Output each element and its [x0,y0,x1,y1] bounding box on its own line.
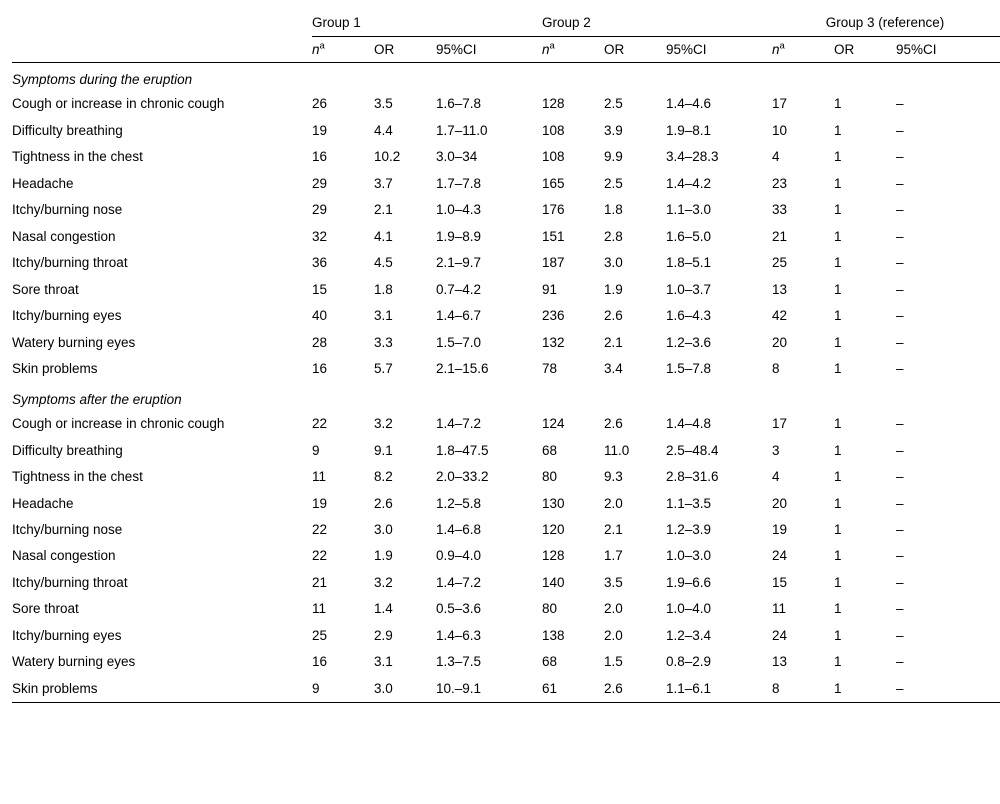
cell-group3-ci: – [896,361,904,377]
cell-group2-or: 2.1 [604,334,623,350]
row-label [12,303,312,329]
cell-group2-ci: 1.4–4.2 [666,175,712,191]
cell-group1-ci: 2.0–33.2 [436,469,489,485]
cell-group2-ci: 1.2–3.9 [666,521,712,537]
group-header-blank [12,8,312,37]
cell-group2-n: 68 [542,442,558,458]
subheader-g1-or: OR [374,37,436,63]
cell-group3-or: 1 [834,495,842,511]
cell-group2-or: 3.5 [604,574,623,590]
cell-group1-n: 22 [312,521,328,537]
row-label [12,250,312,276]
row-label [12,144,312,170]
cell-group3-or: 1 [834,96,842,112]
cell-group3-ci: – [896,442,904,458]
cell-group3-ci: – [896,175,904,191]
row-label-text: Watery burning eyes [12,654,136,670]
table-row [12,411,1000,437]
cell-group1-n: 16 [312,361,328,377]
table-row [12,570,1000,596]
cell-group1-or: 4.5 [374,255,393,271]
cell-group3-or: 1 [834,627,842,643]
cell-group2-ci: 1.0–4.0 [666,601,712,617]
row-label [12,676,312,703]
cell-group2-ci: 1.8–5.1 [666,255,712,271]
cell-group3-n: 4 [772,149,780,165]
cell-group3-n: 24 [772,548,788,564]
section-title: Symptoms during the eruption [12,72,193,87]
cell-group3-n: 3 [772,442,780,458]
subheader-g3-or: OR [834,37,896,63]
cell-group3-n: 13 [772,654,788,670]
cell-group2-n: 128 [542,96,565,112]
row-label-text: Itchy/burning throat [12,255,128,271]
cell-group2-ci: 1.6–5.0 [666,228,712,244]
cell-group3-n: 20 [772,334,788,350]
cell-group3-or: 1 [834,281,842,297]
cell-group2-or: 3.4 [604,361,623,377]
cell-group2-or: 2.5 [604,96,623,112]
cell-group1-ci: 1.4–7.2 [436,416,482,432]
cell-group1-ci: 2.1–9.7 [436,255,482,271]
cell-group1-or: 3.2 [374,416,393,432]
cell-group1-n: 29 [312,202,328,218]
cell-group1-n: 19 [312,495,328,511]
cell-group1-or: 3.5 [374,96,393,112]
table-row [12,543,1000,569]
table-body [12,63,1000,703]
table-row [12,197,1000,223]
cell-group2-or: 2.0 [604,601,623,617]
cell-group3-n: 11 [772,601,787,617]
table-row [12,623,1000,649]
cell-group3-n: 23 [772,175,788,191]
cell-group2-ci: 1.1–3.5 [666,495,712,511]
cell-group2-n: 140 [542,574,565,590]
row-label [12,649,312,675]
cell-group3-or: 1 [834,548,842,564]
cell-group3-or: 1 [834,122,842,138]
cell-group3-or: 1 [834,601,842,617]
row-label-text: Nasal congestion [12,228,116,244]
cell-group1-ci: 1.7–7.8 [436,175,482,191]
cell-group1-ci: 1.0–4.3 [436,202,482,218]
cell-group3-or: 1 [834,469,842,485]
cell-group1-ci: 1.4–6.7 [436,308,482,324]
cell-group2-n: 165 [542,175,565,191]
cell-group1-or: 3.7 [374,175,393,191]
table-row [12,517,1000,543]
cell-group2-or: 2.6 [604,416,623,432]
cell-group1-or: 1.9 [374,548,393,564]
table-row [12,596,1000,622]
cell-group2-ci: 1.4–4.6 [666,96,712,112]
cell-group3-or: 1 [834,149,842,165]
cell-group2-n: 138 [542,627,565,643]
row-label [12,356,312,382]
subheader-g3-n [772,37,834,63]
cell-group2-n: 91 [542,281,558,297]
cell-group3-ci: – [896,281,904,297]
cell-group3-or: 1 [834,416,842,432]
cell-group3-ci: – [896,654,904,670]
cell-group3-ci: – [896,122,904,138]
cell-group2-n: 80 [542,469,558,485]
cell-group2-or: 1.7 [604,548,623,564]
cell-group2-ci: 1.1–3.0 [666,202,712,218]
row-label [12,596,312,622]
cell-group1-ci: 1.7–11.0 [436,122,488,138]
cell-group3-n: 8 [772,676,834,703]
table-row [12,676,1000,703]
cell-group1-ci: 1.5–7.0 [436,334,482,350]
cell-group2-n: 130 [542,495,565,511]
cell-group1-ci: 0.9–4.0 [436,548,482,564]
cell-group1-ci: 1.3–7.5 [436,654,482,670]
cell-group1-ci: 1.8–47.5 [436,442,489,458]
cell-group1-or: 3.3 [374,334,393,350]
cell-group2-ci: 1.2–3.4 [666,627,712,643]
table-row [12,303,1000,329]
cell-group3-n: 4 [772,469,780,485]
cell-group3-ci: – [896,469,904,485]
cell-group2-n: 108 [542,122,565,138]
subheader-footnote-mark: a [779,40,785,52]
subheader-n-italic: n [772,42,780,57]
cell-group1-or: 9.1 [374,442,393,458]
row-label-text: Itchy/burning eyes [12,308,122,324]
cell-group3-n: 15 [772,574,788,590]
cell-group1-n: 25 [312,627,328,643]
cell-group3-n: 8 [772,361,780,377]
row-label-text: Nasal congestion [12,548,116,564]
row-label [12,411,312,437]
cell-group2-ci: 0.8–2.9 [666,654,712,670]
cell-group3-ci: – [896,676,1000,703]
subheader-g2-ci: 95%CI [666,37,772,63]
cell-group3-ci: – [896,574,904,590]
cell-group2-n: 78 [542,361,558,377]
table-row [12,330,1000,356]
subheader-row [12,37,1000,63]
row-label-text: Sore throat [12,601,79,617]
cell-group1-n: 9 [312,442,320,458]
cell-group2-ci: 1.9–8.1 [666,122,712,138]
cell-group2-or: 2.8 [604,228,623,244]
cell-group1-or: 10.2 [374,149,401,165]
cell-group1-or: 3.1 [374,308,393,324]
cell-group2-n: 80 [542,601,558,617]
row-label-text: Sore throat [12,281,79,297]
cell-group1-or: 1.8 [374,281,393,297]
cell-group2-or: 3.0 [604,255,623,271]
section-title: Symptoms after the eruption [12,391,182,407]
cell-group1-ci: 2.1–15.6 [436,361,489,377]
cell-group2-n: 108 [542,149,565,165]
cell-group1-or: 2.9 [374,627,393,643]
cell-group1-n: 28 [312,334,328,350]
cell-group2-or: 11.0 [604,442,630,458]
cell-group3-n: 42 [772,308,788,324]
row-label [12,277,312,303]
cell-group1-ci: 0.7–4.2 [436,281,482,297]
cell-group1-n: 32 [312,228,328,244]
row-label [12,491,312,517]
cell-group3-or: 1 [834,334,842,350]
table-row [12,491,1000,517]
cell-group2-n: 151 [542,228,565,244]
cell-group2-ci: 1.6–4.3 [666,308,712,324]
cell-group3-or: 1 [834,175,842,191]
cell-group1-ci: 1.4–7.2 [436,574,482,590]
cell-group1-n: 16 [312,149,328,165]
cell-group1-n: 11 [312,601,327,617]
row-label [12,171,312,197]
row-label [12,543,312,569]
cell-group1-or: 3.0 [374,521,393,537]
cell-group1-n: 36 [312,255,328,271]
row-label [12,517,312,543]
cell-group1-n: 29 [312,175,328,191]
cell-group1-n: 19 [312,122,328,138]
cell-group3-or: 1 [834,442,842,458]
group-header-3: Group 3 (reference) [772,8,1000,37]
cell-group1-ci: 1.4–6.3 [436,627,482,643]
cell-group2-n: 120 [542,521,565,537]
row-label [12,438,312,464]
cell-group1-n: 11 [312,469,327,485]
row-label-text: Itchy/burning throat [12,574,128,590]
cell-group3-or: 1 [834,676,896,703]
cell-group2-ci: 1.9–6.6 [666,574,712,590]
row-label-text: Tightness in the chest [12,149,143,165]
cell-group3-or: 1 [834,308,842,324]
cell-group3-or: 1 [834,255,842,271]
row-label [12,197,312,223]
cell-group3-ci: – [896,228,904,244]
cell-group3-ci: – [896,202,904,218]
cell-group1-n: 22 [312,416,328,432]
cell-group2-or: 9.9 [604,149,623,165]
cell-group1-ci: 1.6–7.8 [436,96,482,112]
cell-group2-or: 3.9 [604,122,623,138]
cell-group3-or: 1 [834,202,842,218]
cell-group1-ci: 3.0–34 [436,149,478,165]
row-label-text: Difficulty breathing [12,442,123,458]
table-row [12,277,1000,303]
cell-group1-n: 40 [312,308,328,324]
cell-group3-ci: – [896,495,904,511]
cell-group2-n: 124 [542,416,565,432]
row-label-text: Skin problems [12,680,98,696]
cell-group3-n: 10 [772,122,788,138]
cell-group1-n: 26 [312,96,328,112]
table-row [12,356,1000,382]
row-label-text: Watery burning eyes [12,334,136,350]
row-label [12,623,312,649]
cell-group1-or: 3.0 [374,676,436,703]
subheader-g1-n [312,37,374,63]
cell-group1-n: 9 [312,676,374,703]
row-label-text: Headache [12,495,74,511]
cell-group1-or: 8.2 [374,469,393,485]
cell-group1-ci: 1.2–5.8 [436,495,482,511]
row-label [12,91,312,117]
subheader-footnote-mark: a [549,40,555,52]
cell-group1-n: 15 [312,281,328,297]
cell-group3-n: 17 [772,96,788,112]
cell-group2-or: 1.5 [604,654,623,670]
cell-group3-n: 13 [772,281,788,297]
group-header-row [12,8,1000,37]
cell-group2-or: 2.0 [604,495,623,511]
cell-group3-or: 1 [834,574,842,590]
table-row [12,118,1000,144]
row-label-text: Cough or increase in chronic cough [12,416,225,432]
row-label [12,224,312,250]
row-label-text: Itchy/burning eyes [12,627,122,643]
cell-group1-or: 2.1 [374,202,393,218]
cell-group3-n: 19 [772,521,788,537]
row-label-text: Tightness in the chest [12,469,143,485]
odds-ratio-table [12,8,1000,703]
table-row [12,250,1000,276]
cell-group1-ci: 1.4–6.8 [436,521,482,537]
cell-group3-n: 33 [772,202,788,218]
table-row [12,438,1000,464]
section-header-row [12,383,1000,411]
row-label-text: Itchy/burning nose [12,521,123,537]
cell-group2-n: 132 [542,334,565,350]
group-header-1: Group 1 [312,8,542,37]
row-label [12,464,312,490]
cell-group3-or: 1 [834,521,842,537]
cell-group2-or: 2.5 [604,175,623,191]
cell-group1-n: 16 [312,654,328,670]
cell-group2-or: 2.6 [604,676,666,703]
row-label [12,118,312,144]
subheader-g2-n [542,37,604,63]
cell-group2-ci: 2.8–31.6 [666,469,719,485]
cell-group2-ci: 1.1–6.1 [666,676,772,703]
row-label [12,330,312,356]
cell-group2-n: 176 [542,202,565,218]
cell-group2-or: 1.8 [604,202,623,218]
subheader-n-italic: n [542,42,550,57]
cell-group3-ci: – [896,601,904,617]
cell-group3-n: 20 [772,495,788,511]
cell-group2-n: 61 [542,676,604,703]
cell-group2-ci: 3.4–28.3 [666,149,719,165]
cell-group2-or: 2.1 [604,521,623,537]
cell-group1-n: 22 [312,548,328,564]
cell-group2-ci: 1.0–3.7 [666,281,712,297]
cell-group3-ci: – [896,548,904,564]
cell-group3-n: 25 [772,255,788,271]
cell-group1-or: 3.1 [374,654,393,670]
table-row [12,224,1000,250]
section-header-row [12,63,1000,92]
group-header-2: Group 2 [542,8,772,37]
cell-group2-or: 1.9 [604,281,623,297]
cell-group1-or: 3.2 [374,574,393,590]
cell-group1-or: 4.4 [374,122,393,138]
cell-group2-n: 236 [542,308,565,324]
subheader-footnote-mark: a [319,40,325,52]
subheader-n-italic: n [312,42,320,57]
row-label [12,570,312,596]
subheader-g1-ci: 95%CI [436,37,542,63]
cell-group1-ci: 10.–9.1 [436,676,542,703]
cell-group3-ci: – [896,416,904,432]
row-label-text: Headache [12,175,74,191]
cell-group2-ci: 1.0–3.0 [666,548,712,564]
row-label-text: Difficulty breathing [12,122,123,138]
cell-group2-n: 128 [542,548,565,564]
cell-group3-or: 1 [834,228,842,244]
table-row [12,91,1000,117]
row-label-text: Cough or increase in chronic cough [12,96,225,112]
cell-group3-ci: – [896,255,904,271]
cell-group2-ci: 1.4–4.8 [666,416,712,432]
row-label-text: Skin problems [12,361,98,377]
cell-group1-or: 1.4 [374,601,393,617]
cell-group3-ci: – [896,521,904,537]
table-row [12,649,1000,675]
cell-group1-ci: 1.9–8.9 [436,228,482,244]
cell-group1-n: 21 [312,574,328,590]
cell-group3-ci: – [896,627,904,643]
cell-group1-or: 2.6 [374,495,393,511]
table-row [12,171,1000,197]
cell-group2-or: 2.6 [604,308,623,324]
table-row [12,464,1000,490]
cell-group2-ci: 1.5–7.8 [666,361,712,377]
cell-group1-or: 4.1 [374,228,393,244]
subheader-g3-ci: 95%CI [896,37,1000,63]
cell-group3-or: 1 [834,654,842,670]
cell-group1-or: 5.7 [374,361,393,377]
subheader-g2-or: OR [604,37,666,63]
cell-group2-or: 9.3 [604,469,623,485]
cell-group3-ci: – [896,308,904,324]
cell-group1-ci: 0.5–3.6 [436,601,482,617]
cell-group3-n: 24 [772,627,788,643]
table-header [12,8,1000,63]
cell-group2-ci: 1.2–3.6 [666,334,712,350]
cell-group3-ci: – [896,334,904,350]
cell-group2-ci: 2.5–48.4 [666,442,719,458]
cell-group3-ci: – [896,149,904,165]
row-label-text: Itchy/burning nose [12,202,123,218]
cell-group3-n: 17 [772,416,788,432]
cell-group3-or: 1 [834,361,842,377]
cell-group2-or: 2.0 [604,627,623,643]
subheader-blank [12,37,312,63]
cell-group3-ci: – [896,96,904,112]
cell-group3-n: 21 [772,228,788,244]
cell-group2-n: 68 [542,654,558,670]
table-row [12,144,1000,170]
cell-group2-n: 187 [542,255,565,271]
